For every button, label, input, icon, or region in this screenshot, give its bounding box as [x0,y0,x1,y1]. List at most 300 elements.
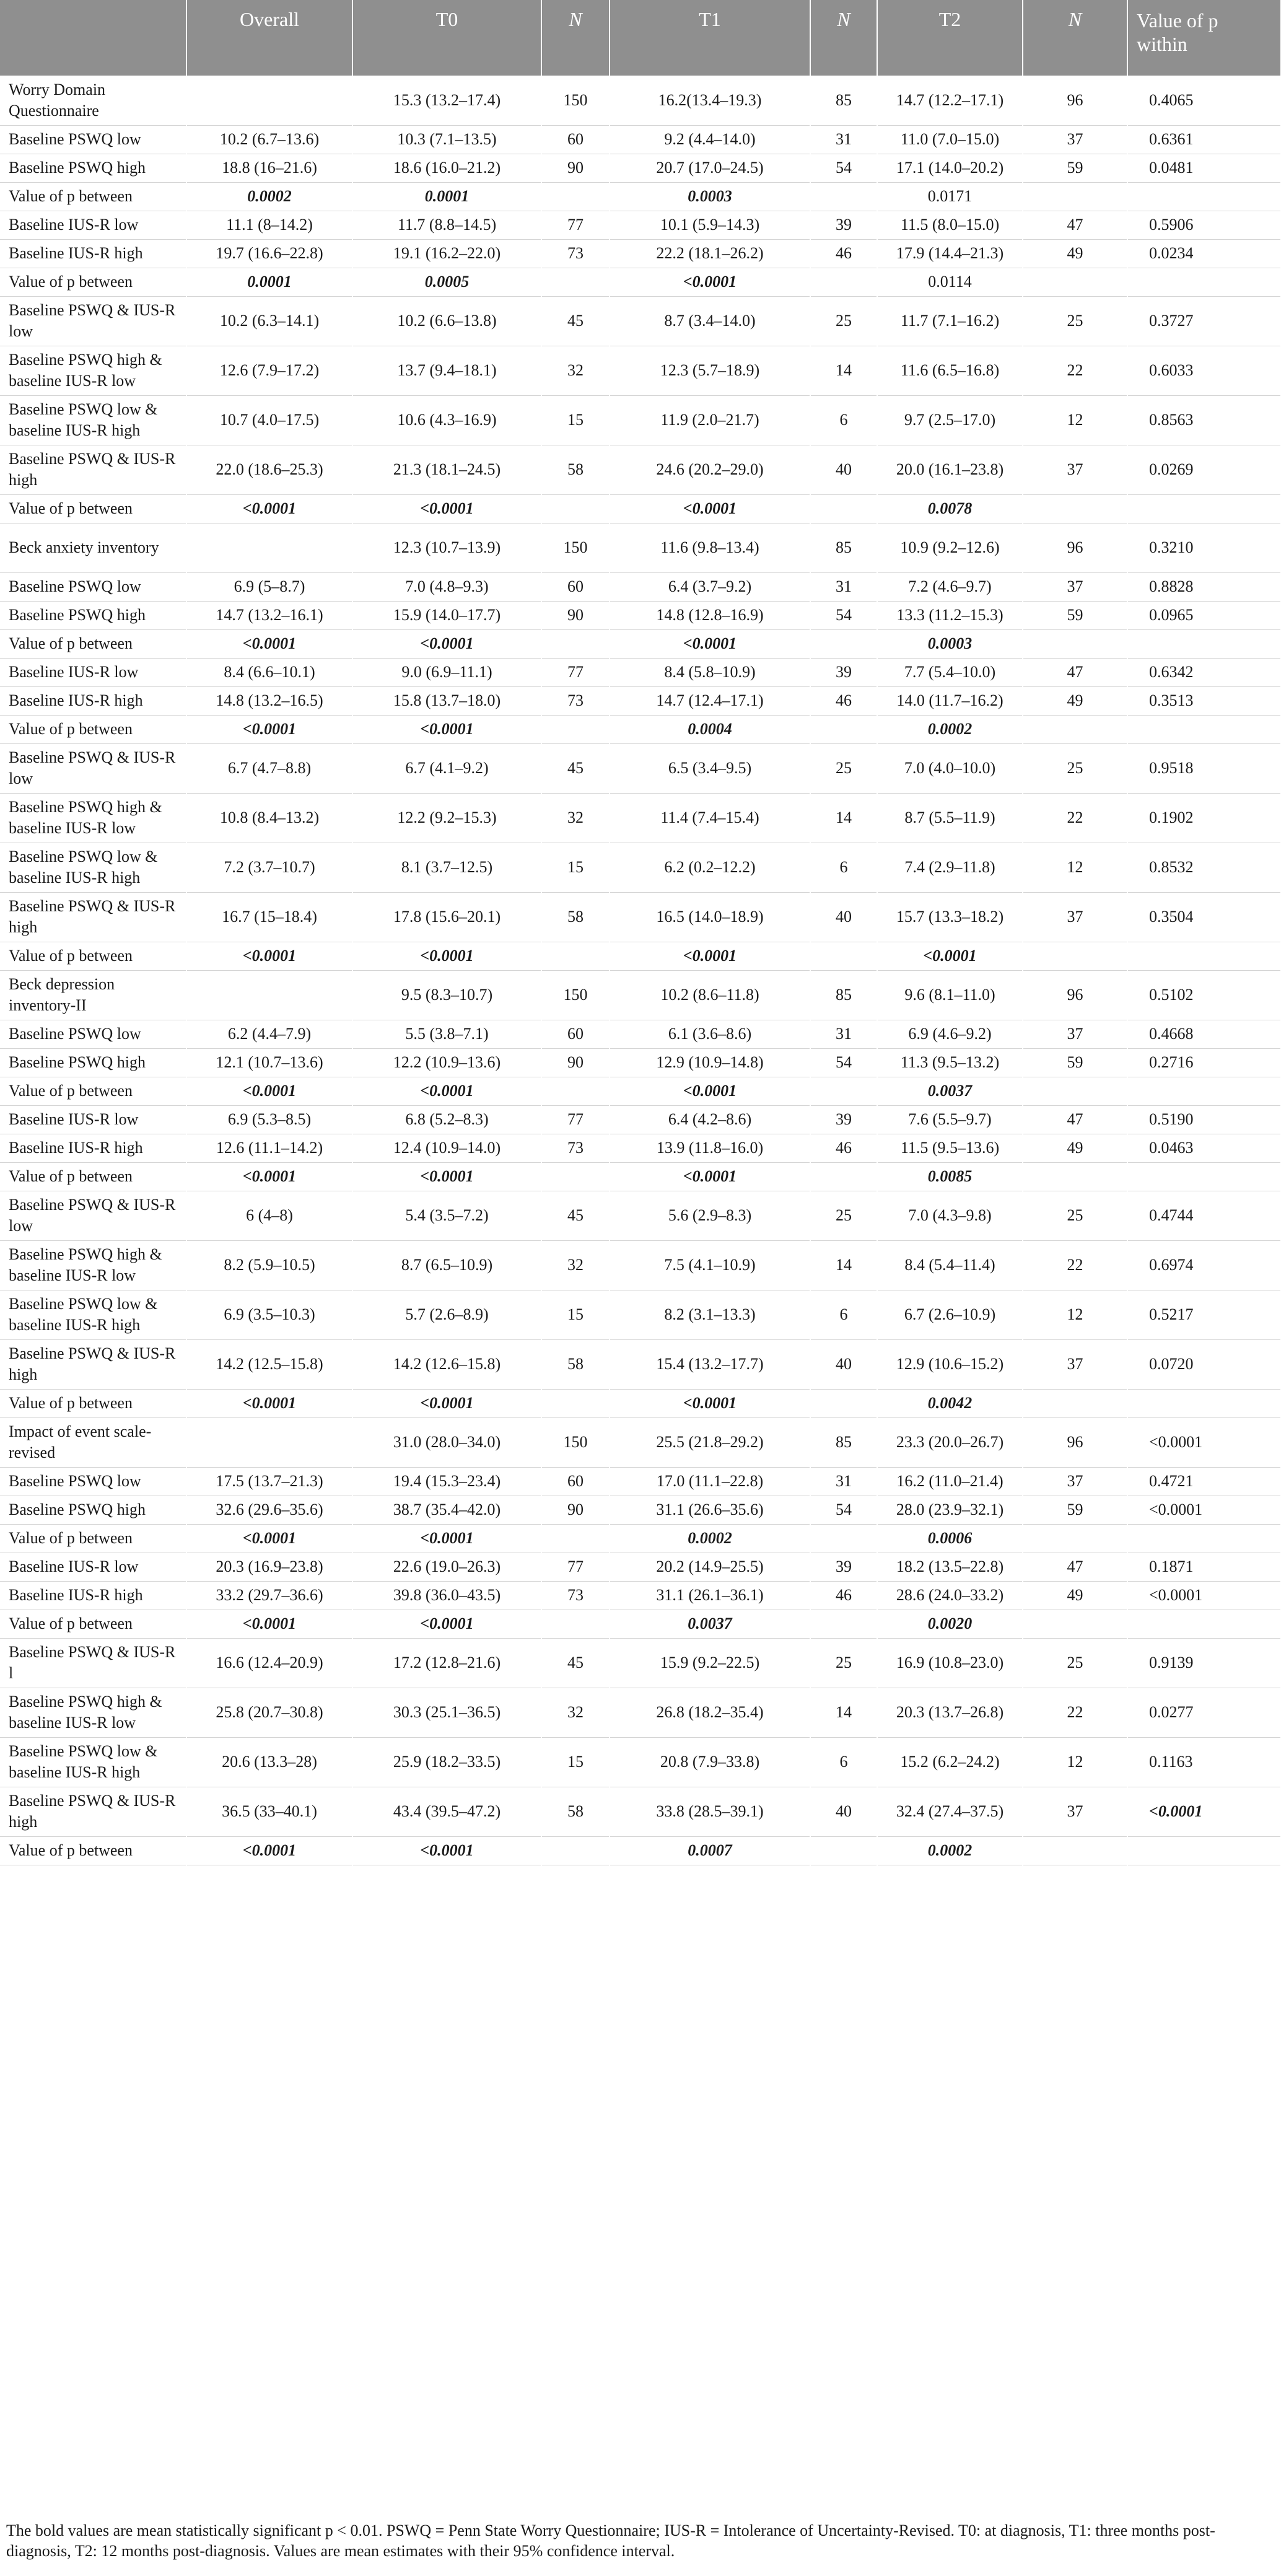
p-within-cell [1127,1836,1281,1865]
t2-cell: 7.2 (4.6–9.7) [877,572,1023,601]
t0-cell: 31.0 (28.0–34.0) [352,1417,541,1467]
t0-cell: <0.0001 [352,715,541,743]
overall-cell: <0.0001 [186,1524,352,1553]
p-within-cell: 0.1871 [1127,1553,1281,1581]
n-t1-cell: 40 [810,445,877,494]
n-t0-cell [541,629,610,658]
t0-cell: 12.2 (9.2–15.3) [352,793,541,843]
t1-cell: 5.6 (2.9–8.3) [610,1191,810,1240]
n-t0-cell [541,1524,610,1553]
t0-cell: 38.7 (35.4–42.0) [352,1496,541,1524]
table-row [0,1787,1281,1836]
overall-cell: <0.0001 [186,715,352,743]
n-t1-cell: 54 [810,154,877,182]
t0-cell: 13.7 (9.4–18.1) [352,346,541,395]
t1-cell: 17.0 (11.1–22.8) [610,1467,810,1496]
t2-cell: 8.7 (5.5–11.9) [877,793,1023,843]
n-t1-cell: 46 [810,239,877,268]
row-label: Value of p between [0,182,186,211]
n-t2-cell: 59 [1023,1048,1127,1077]
n-t1-cell: 85 [810,970,877,1020]
t2-cell: 18.2 (13.5–22.8) [877,1553,1023,1581]
n-t1-cell [810,629,877,658]
t1-cell: 20.8 (7.9–33.8) [610,1737,810,1787]
n-t2-cell: 37 [1023,572,1127,601]
n-t1-cell: 14 [810,1240,877,1290]
table-row [0,658,1281,686]
overall-cell: 36.5 (33–40.1) [186,1787,352,1836]
t1-cell: 0.0004 [610,715,810,743]
p-within-cell: <0.0001 [1127,1417,1281,1467]
overall-cell [186,76,352,125]
t1-cell: 16.2(13.4–19.3) [610,76,810,125]
row-label: Baseline PSWQ low & baseline IUS-R high [0,395,186,445]
row-label: Value of p between [0,1162,186,1191]
t0-cell: 5.4 (3.5–7.2) [352,1191,541,1240]
row-label: Baseline PSWQ low & baseline IUS-R high [0,843,186,892]
overall-cell: 16.6 (12.4–20.9) [186,1638,352,1688]
n-t1-cell: 39 [810,1105,877,1134]
row-label: Value of p between [0,268,186,296]
n-t0-cell: 58 [541,1339,610,1389]
table-row [0,182,1281,211]
t0-cell: 8.1 (3.7–12.5) [352,843,541,892]
t2-cell: 15.2 (6.2–24.2) [877,1737,1023,1787]
overall-cell [186,523,352,572]
overall-cell: 18.8 (16–21.6) [186,154,352,182]
overall-cell: 14.8 (13.2–16.5) [186,686,352,715]
n-t0-cell: 32 [541,793,610,843]
t1-cell: 0.0007 [610,1836,810,1865]
p-within-cell [1127,268,1281,296]
overall-cell: <0.0001 [186,1077,352,1105]
n-t1-cell [810,268,877,296]
n-t1-cell: 31 [810,572,877,601]
row-label: Baseline PSWQ low [0,572,186,601]
t2-cell: 14.7 (12.2–17.1) [877,76,1023,125]
overall-cell: 6.9 (3.5–10.3) [186,1290,352,1339]
table-row [0,296,1281,346]
p-within-cell: 0.3504 [1127,892,1281,942]
n-t1-cell [810,1836,877,1865]
n-t2-cell: 49 [1023,686,1127,715]
t2-cell: 11.5 (8.0–15.0) [877,211,1023,239]
row-label: Value of p between [0,715,186,743]
n-t2-cell: 59 [1023,601,1127,629]
t0-cell: 39.8 (36.0–43.5) [352,1581,541,1610]
t2-cell: 7.0 (4.0–10.0) [877,743,1023,793]
table-row [0,1290,1281,1339]
row-label: Value of p between [0,494,186,523]
t0-cell: 10.2 (6.6–13.8) [352,296,541,346]
n-t1-cell: 46 [810,1581,877,1610]
p-within-cell: 0.8532 [1127,843,1281,892]
t0-cell: 25.9 (18.2–33.5) [352,1737,541,1787]
overall-cell: 32.6 (29.6–35.6) [186,1496,352,1524]
n-t1-cell: 40 [810,1787,877,1836]
n-t2-cell: 25 [1023,743,1127,793]
table-row [0,629,1281,658]
p-within-cell: 0.4721 [1127,1467,1281,1496]
table-row [0,523,1281,572]
n-t2-cell: 22 [1023,1240,1127,1290]
row-label: Value of p between [0,1524,186,1553]
p-within-cell: 0.3210 [1127,523,1281,572]
n-t1-cell [810,1389,877,1417]
header-t1: T1 [610,0,810,76]
overall-cell: 12.1 (10.7–13.6) [186,1048,352,1077]
t0-cell: 15.3 (13.2–17.4) [352,76,541,125]
n-t1-cell: 85 [810,76,877,125]
n-t1-cell: 25 [810,296,877,346]
t1-cell: 9.2 (4.4–14.0) [610,125,810,154]
t1-cell: 26.8 (18.2–35.4) [610,1688,810,1737]
table-row [0,743,1281,793]
p-within-cell: <0.0001 [1127,1496,1281,1524]
t2-cell: <0.0001 [877,942,1023,970]
n-t1-cell [810,715,877,743]
row-label: Baseline PSWQ & IUS-R l [0,1638,186,1688]
n-t2-cell: 12 [1023,843,1127,892]
table-row [0,1105,1281,1134]
row-label: Baseline IUS-R high [0,239,186,268]
t2-cell: 11.7 (7.1–16.2) [877,296,1023,346]
row-label: Baseline PSWQ high [0,154,186,182]
n-t2-cell: 96 [1023,76,1127,125]
n-t1-cell: 54 [810,601,877,629]
n-t0-cell: 90 [541,1496,610,1524]
table-row [0,793,1281,843]
overall-cell: <0.0001 [186,1389,352,1417]
row-label: Value of p between [0,942,186,970]
p-within-cell: 0.0720 [1127,1339,1281,1389]
p-within-cell [1127,494,1281,523]
t0-cell: 6.7 (4.1–9.2) [352,743,541,793]
t2-cell: 23.3 (20.0–26.7) [877,1417,1023,1467]
n-t0-cell: 58 [541,892,610,942]
t0-cell: 0.0001 [352,182,541,211]
overall-cell: <0.0001 [186,494,352,523]
p-within-cell: 0.0234 [1127,239,1281,268]
overall-cell: 10.2 (6.3–14.1) [186,296,352,346]
t2-cell: 17.1 (14.0–20.2) [877,154,1023,182]
t0-cell: <0.0001 [352,1524,541,1553]
table-row [0,395,1281,445]
t0-cell: 17.2 (12.8–21.6) [352,1638,541,1688]
n-t0-cell [541,1077,610,1105]
overall-cell: 8.2 (5.9–10.5) [186,1240,352,1290]
n-t1-cell: 40 [810,892,877,942]
p-within-cell [1127,629,1281,658]
n-t2-cell: 22 [1023,1688,1127,1737]
t0-cell: 18.6 (16.0–21.2) [352,154,541,182]
n-t0-cell: 77 [541,1553,610,1581]
t0-cell: <0.0001 [352,1610,541,1638]
n-t2-cell [1023,1524,1127,1553]
t2-cell: 14.0 (11.7–16.2) [877,686,1023,715]
t2-cell: 7.0 (4.3–9.8) [877,1191,1023,1240]
row-label: Baseline IUS-R low [0,1105,186,1134]
p-within-cell [1127,715,1281,743]
table-row [0,1524,1281,1553]
table-row [0,1688,1281,1737]
n-t0-cell: 60 [541,1467,610,1496]
header-n-t2: N [1023,0,1127,76]
n-t0-cell: 73 [541,686,610,715]
row-label: Baseline PSWQ high [0,1048,186,1077]
table-row [0,715,1281,743]
table-row [0,843,1281,892]
p-within-cell: 0.0481 [1127,154,1281,182]
table-row [0,239,1281,268]
row-label: Baseline PSWQ low [0,1020,186,1048]
n-t2-cell [1023,268,1127,296]
n-t1-cell [810,182,877,211]
p-within-cell [1127,1610,1281,1638]
t1-cell: 15.9 (9.2–22.5) [610,1638,810,1688]
n-t1-cell [810,1162,877,1191]
n-t2-cell: 37 [1023,445,1127,494]
n-t0-cell: 32 [541,1688,610,1737]
n-t0-cell: 15 [541,843,610,892]
n-t0-cell [541,1389,610,1417]
t1-cell: 10.2 (8.6–11.8) [610,970,810,1020]
n-t2-cell [1023,629,1127,658]
t1-cell: 14.8 (12.8–16.9) [610,601,810,629]
table-row [0,1737,1281,1787]
t2-cell: 11.3 (9.5–13.2) [877,1048,1023,1077]
t1-cell: 6.2 (0.2–12.2) [610,843,810,892]
t1-cell: 25.5 (21.8–29.2) [610,1417,810,1467]
n-t0-cell: 45 [541,296,610,346]
t2-cell: 0.0078 [877,494,1023,523]
n-t2-cell [1023,494,1127,523]
t0-cell: 14.2 (12.6–15.8) [352,1339,541,1389]
row-label: Baseline PSWQ low & baseline IUS-R high [0,1737,186,1787]
table-row [0,970,1281,1020]
n-t2-cell: 25 [1023,296,1127,346]
overall-cell: 6.7 (4.7–8.8) [186,743,352,793]
t1-cell: 11.6 (9.8–13.4) [610,523,810,572]
p-within-cell: 0.1163 [1127,1737,1281,1787]
t1-cell: <0.0001 [610,268,810,296]
t0-cell: 43.4 (39.5–47.2) [352,1787,541,1836]
n-t2-cell: 47 [1023,211,1127,239]
table-footnote: The bold values are mean statistically significant p < 0.01. PSWQ = Penn State Worry Questionnaire; IUS-R = Intolerance of Uncertainty-Revised. T0: at diagnosis, T1: three months post-diagnosis, T2: 12 months post-diagnosis. Values are mean estimates with their 95% confidence interval. [6,2521,1215,2560]
table-row [0,1162,1281,1191]
p-within-cell: 0.6361 [1127,125,1281,154]
t1-cell: 8.4 (5.8–10.9) [610,658,810,686]
t0-cell: 9.0 (6.9–11.1) [352,658,541,686]
t1-cell: 0.0003 [610,182,810,211]
table-row [0,125,1281,154]
overall-cell: 33.2 (29.7–36.6) [186,1581,352,1610]
t2-cell: 6.9 (4.6–9.2) [877,1020,1023,1048]
n-t1-cell: 31 [810,125,877,154]
row-label: Baseline PSWQ low [0,125,186,154]
n-t0-cell: 60 [541,125,610,154]
row-label: Baseline IUS-R high [0,1581,186,1610]
overall-cell: 10.7 (4.0–17.5) [186,395,352,445]
n-t0-cell: 73 [541,1581,610,1610]
table-row [0,1553,1281,1581]
table-row [0,942,1281,970]
row-label: Baseline PSWQ high & baseline IUS-R low [0,346,186,395]
table-row [0,154,1281,182]
overall-cell: <0.0001 [186,1610,352,1638]
t2-cell: 11.6 (6.5–16.8) [877,346,1023,395]
table-row [0,1467,1281,1496]
p-within-cell: 0.0269 [1127,445,1281,494]
n-t0-cell [541,715,610,743]
n-t2-cell: 37 [1023,1020,1127,1048]
t2-cell: 16.2 (11.0–21.4) [877,1467,1023,1496]
t0-cell: <0.0001 [352,494,541,523]
n-t1-cell: 40 [810,1339,877,1389]
n-t2-cell: 96 [1023,970,1127,1020]
t2-cell: 0.0171 [877,182,1023,211]
n-t1-cell: 39 [810,658,877,686]
n-t1-cell: 25 [810,1638,877,1688]
t0-cell: 6.8 (5.2–8.3) [352,1105,541,1134]
t2-cell: 7.7 (5.4–10.0) [877,658,1023,686]
t1-cell: 6.4 (4.2–8.6) [610,1105,810,1134]
n-t1-cell: 31 [810,1020,877,1048]
overall-cell: 0.0002 [186,182,352,211]
t2-cell: 0.0085 [877,1162,1023,1191]
table-row [0,76,1281,125]
row-label: Value of p between [0,1836,186,1865]
t0-cell: 15.9 (14.0–17.7) [352,601,541,629]
row-label: Beck depression inventory-II [0,970,186,1020]
row-label: Baseline PSWQ high & baseline IUS-R low [0,1688,186,1737]
overall-cell: <0.0001 [186,1836,352,1865]
t1-cell: 12.9 (10.9–14.8) [610,1048,810,1077]
overall-cell: 7.2 (3.7–10.7) [186,843,352,892]
row-label: Impact of event scale-revised [0,1417,186,1467]
n-t1-cell: 31 [810,1467,877,1496]
n-t0-cell: 15 [541,1737,610,1787]
p-within-cell: 0.5217 [1127,1290,1281,1339]
header-t2: T2 [877,0,1023,76]
overall-cell: 6.9 (5.3–8.5) [186,1105,352,1134]
table-row [0,601,1281,629]
n-t0-cell: 150 [541,523,610,572]
header-n-t0: N [541,0,610,76]
t1-cell: 6.1 (3.6–8.6) [610,1020,810,1048]
table-row [0,572,1281,601]
row-label: Baseline PSWQ & IUS-R high [0,1339,186,1389]
row-label: Baseline PSWQ & IUS-R low [0,296,186,346]
n-t1-cell [810,1077,877,1105]
table-row [0,211,1281,239]
p-within-cell: 0.1902 [1127,793,1281,843]
p-within-cell [1127,182,1281,211]
n-t2-cell [1023,942,1127,970]
t2-cell: 16.9 (10.8–23.0) [877,1638,1023,1688]
t0-cell: 12.3 (10.7–13.9) [352,523,541,572]
overall-cell: 0.0001 [186,268,352,296]
n-t2-cell: 22 [1023,793,1127,843]
n-t1-cell: 85 [810,523,877,572]
t2-cell: 9.6 (8.1–11.0) [877,970,1023,1020]
p-within-cell: 0.8828 [1127,572,1281,601]
overall-cell [186,1417,352,1467]
n-t0-cell [541,494,610,523]
table-row [0,1496,1281,1524]
p-within-cell [1127,1524,1281,1553]
n-t1-cell: 39 [810,1553,877,1581]
p-within-cell: <0.0001 [1127,1787,1281,1836]
n-t1-cell: 6 [810,1737,877,1787]
p-within-cell: 0.5102 [1127,970,1281,1020]
p-within-cell: 0.6342 [1127,658,1281,686]
t2-cell: 12.9 (10.6–15.2) [877,1339,1023,1389]
n-t2-cell: 96 [1023,1417,1127,1467]
n-t0-cell: 58 [541,445,610,494]
n-t0-cell: 45 [541,1191,610,1240]
n-t2-cell: 49 [1023,239,1127,268]
header-t0: T0 [352,0,541,76]
t1-cell: 10.1 (5.9–14.3) [610,211,810,239]
n-t0-cell: 58 [541,1787,610,1836]
n-t2-cell [1023,182,1127,211]
overall-cell: 6.9 (5–8.7) [186,572,352,601]
overall-cell: <0.0001 [186,942,352,970]
t1-cell: 31.1 (26.6–35.6) [610,1496,810,1524]
n-t2-cell: 37 [1023,1787,1127,1836]
n-t0-cell: 60 [541,572,610,601]
t2-cell: 6.7 (2.6–10.9) [877,1290,1023,1339]
t0-cell: 22.6 (19.0–26.3) [352,1553,541,1581]
row-label: Value of p between [0,629,186,658]
t1-cell: 13.9 (11.8–16.0) [610,1134,810,1162]
n-t2-cell [1023,1077,1127,1105]
t1-cell: 24.6 (20.2–29.0) [610,445,810,494]
table-row [0,1048,1281,1077]
t2-cell: 7.4 (2.9–11.8) [877,843,1023,892]
n-t2-cell: 37 [1023,1339,1127,1389]
n-t2-cell [1023,1389,1127,1417]
p-within-cell: 0.0277 [1127,1688,1281,1737]
t0-cell: 19.4 (15.3–23.4) [352,1467,541,1496]
n-t0-cell: 90 [541,154,610,182]
t1-cell: 20.2 (14.9–25.5) [610,1553,810,1581]
t2-cell: 28.6 (24.0–33.2) [877,1581,1023,1610]
header-row [0,0,1281,76]
n-t1-cell: 6 [810,843,877,892]
n-t1-cell: 25 [810,1191,877,1240]
t0-cell: <0.0001 [352,1077,541,1105]
row-label: Baseline PSWQ high & baseline IUS-R low [0,1240,186,1290]
n-t0-cell: 73 [541,239,610,268]
t0-cell: 17.8 (15.6–20.1) [352,892,541,942]
table-row [0,1638,1281,1688]
table-row [0,268,1281,296]
row-label: Value of p between [0,1077,186,1105]
t0-cell: <0.0001 [352,1836,541,1865]
t2-cell: 11.0 (7.0–15.0) [877,125,1023,154]
n-t0-cell: 90 [541,1048,610,1077]
n-t2-cell: 59 [1023,154,1127,182]
t1-cell: 12.3 (5.7–18.9) [610,346,810,395]
t1-cell: 6.4 (3.7–9.2) [610,572,810,601]
overall-cell: 14.2 (12.5–15.8) [186,1339,352,1389]
table-row [0,1417,1281,1467]
t2-cell: 7.6 (5.5–9.7) [877,1105,1023,1134]
t1-cell: <0.0001 [610,1162,810,1191]
overall-cell: 11.1 (8–14.2) [186,211,352,239]
